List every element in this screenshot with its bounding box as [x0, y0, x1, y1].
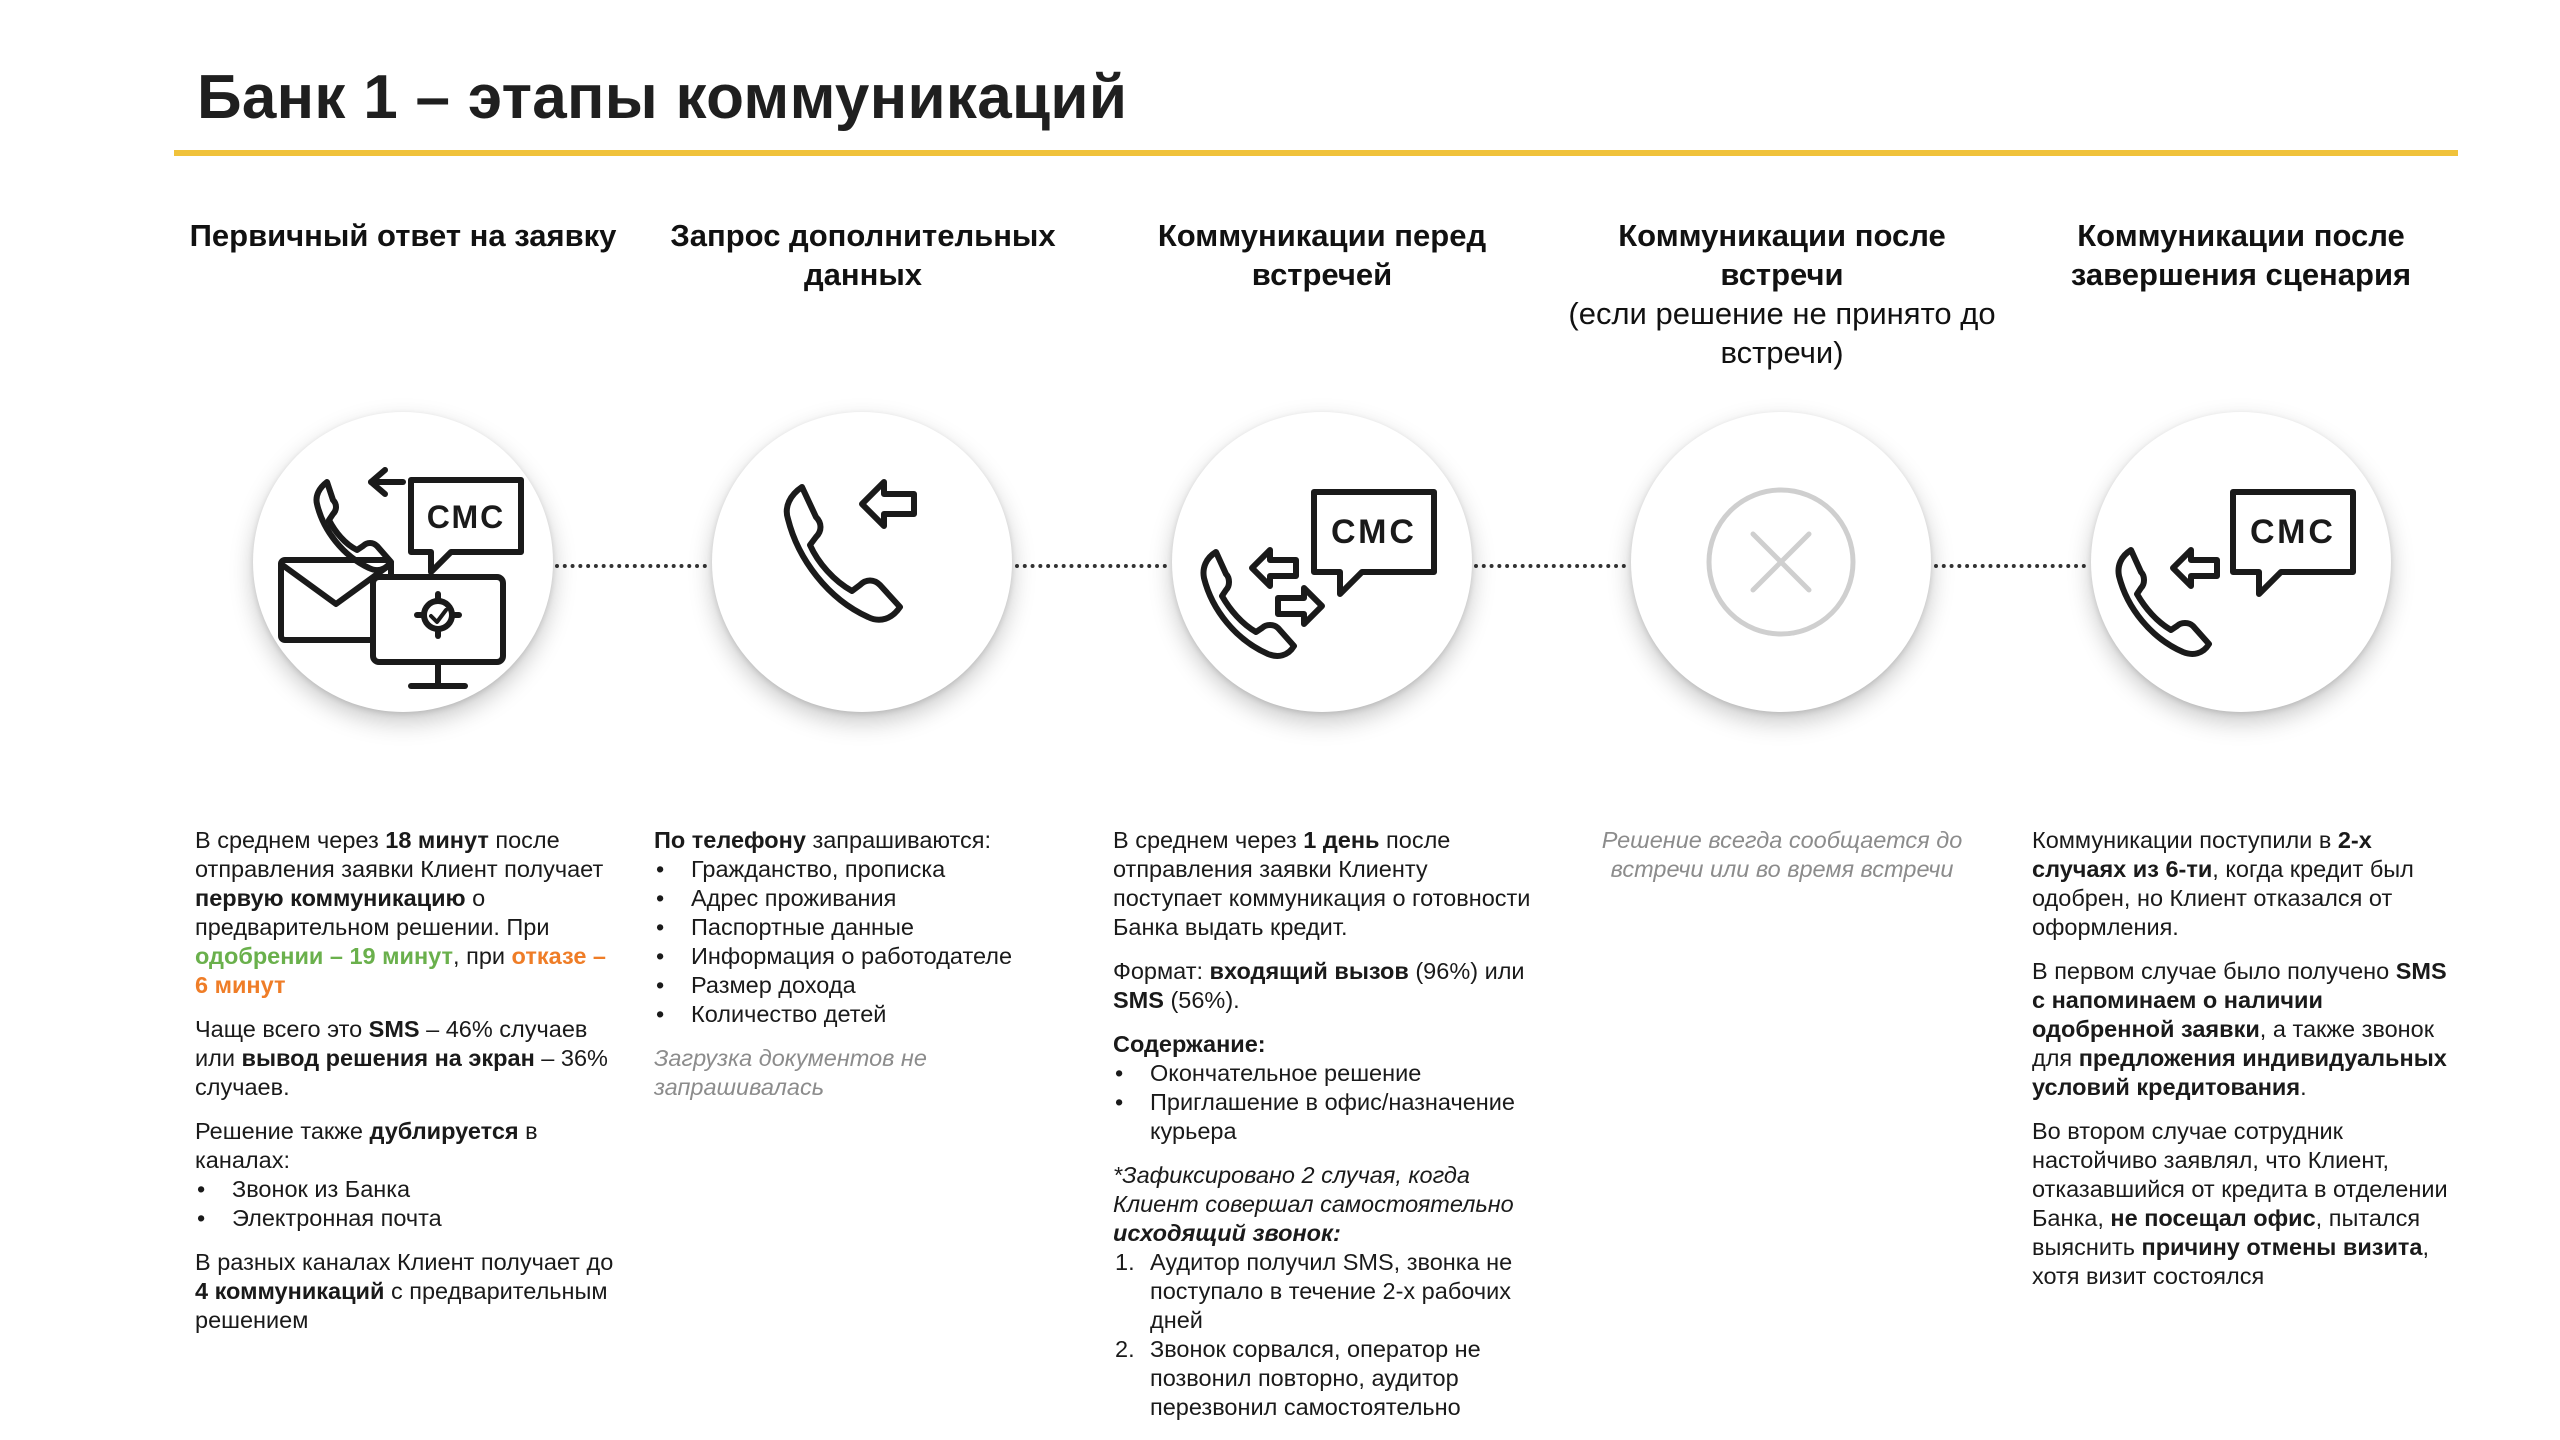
page-title: Банк 1 – этапы коммуникаций	[197, 63, 1128, 132]
connector-4-5	[1934, 564, 2086, 568]
col3-content-label: Содержание:	[1113, 1031, 1266, 1057]
stage-icon-circle-5	[2091, 412, 2391, 712]
list-item: • Звонок из Банка	[195, 1175, 615, 1204]
stage-icon-circle-4	[1631, 412, 1931, 712]
sms-bubble-icon	[411, 480, 521, 572]
col3-content-list	[1113, 1059, 1533, 1146]
sms-bubble-icon	[1314, 492, 1434, 594]
stage-heading-5: Коммуникации после завершения сценария	[2070, 218, 2412, 292]
stage-3-description	[1113, 826, 1533, 1437]
col3-note: *Зафиксировано 2 случая, когда Клиент совершал самостоятельно исходящий звонок:	[1113, 1162, 1514, 1246]
stage-4-description	[1572, 826, 1992, 899]
col1-paragraph-3: Решение также дублируется в каналах:	[195, 1118, 538, 1173]
list-item: • Окончательное решение	[1113, 1059, 1533, 1088]
stage-5-description	[2032, 826, 2452, 1306]
stage-icon-circle-3	[1172, 412, 1472, 712]
stage-heading-3: Коммуникации перед встречей	[1157, 218, 1487, 292]
x-circle-icon	[1709, 490, 1853, 634]
connector-1-2	[555, 564, 707, 568]
stage-2-description	[654, 826, 1074, 1117]
list-item: 2. Звонок сорвался, оператор не позвонил повторно, аудитор перезвонил самостоятельно	[1115, 1336, 1481, 1420]
sms-label: СМС	[2250, 513, 2336, 551]
col5-paragraph-1: Коммуникации поступили в 2-х случаях из 6-ти, когда кредит был одобрен, но Клиент отказался от оформления.	[2032, 827, 2414, 940]
col1-paragraph-2: Чаще всего это SMS – 46% случаев или вывод решения на экран – 36% случаев.	[195, 1016, 608, 1100]
sms-label: СМС	[426, 499, 506, 535]
col3-paragraph-1: В среднем через 1 день после отправления заявки Клиенту поступает коммуникация о готовности Банка выдать кредит.	[1113, 827, 1531, 940]
col4-note: Решение всегда сообщается до встречи или во время встречи	[1601, 827, 1963, 882]
col3-paragraph-2: Формат: входящий вызов (96%) или SMS (56%).	[1113, 958, 1525, 1013]
stage-subheading-4: (если решение не принято до встречи)	[1568, 296, 1996, 370]
list-item: 1. Аудитор получил SMS, звонка не поступало в течение 2-х рабочих дней	[1115, 1249, 1513, 1333]
phone-incoming-icon	[2119, 550, 2218, 654]
stage-1-description	[195, 826, 615, 1350]
stage-heading-4: Коммуникации после встречи (если решение не принято до встречи)	[1562, 216, 2002, 372]
phone-incoming-icon	[316, 470, 403, 570]
stage-icon-circle-1	[253, 412, 553, 712]
stage-heading-1: Первичный ответ на заявку	[189, 218, 617, 253]
sms-label: СМС	[1331, 513, 1417, 551]
connector-2-3	[1015, 564, 1167, 568]
stage-icon-circle-2	[712, 412, 1012, 712]
sms-bubble-icon	[2233, 492, 2353, 594]
list-item: • Гражданство, прописка	[654, 855, 1074, 884]
col1-paragraph-1: В среднем через 18 минут после отправления заявки Клиент получает первую коммуникацию о предварительном решении. При одобрении – 19 минут, при отказе – 6 минут	[195, 827, 606, 998]
col3-cases-list	[1113, 1248, 1533, 1422]
col5-paragraph-3: Во втором случае сотрудник настойчиво заявлял, что Клиент, отказавшийся от кредита в отделении Банка, не посещал офис, пытался выяснить причину отмены визита, хотя визит состоялся	[2032, 1118, 2448, 1289]
stage-heading-2: Запрос дополнительных данных	[670, 218, 1056, 292]
list-item: • Количество детей	[654, 1000, 1074, 1029]
title-underline	[174, 150, 2458, 156]
list-item: • Паспортные данные	[654, 913, 1074, 942]
phone-two-way-icon	[1204, 550, 1323, 656]
list-item: • Приглашение в офис/назначение курьера	[1113, 1088, 1533, 1146]
list-item: • Электронная почта	[195, 1204, 615, 1233]
phone-incoming-icon	[787, 482, 914, 620]
col1-channel-list	[195, 1175, 615, 1233]
list-item: • Адрес проживания	[654, 884, 1074, 913]
list-item: • Информация о работодателе	[654, 942, 1074, 971]
col2-note: Загрузка документов не запрашивалась	[654, 1045, 927, 1100]
col5-paragraph-2: В первом случае было получено SMS с напоминаем о наличии одобренной заявки, а также звонок для предложения индивидуальных условий кредитования.	[2032, 958, 2447, 1100]
monitor-gear-icon	[373, 577, 503, 686]
list-item: • Размер дохода	[654, 971, 1074, 1000]
col2-paragraph-1: По телефону запрашиваются:	[654, 827, 992, 853]
col1-paragraph-4: В разных каналах Клиент получает до 4 коммуникаций с предварительным решением	[195, 1249, 614, 1333]
connector-3-4	[1474, 564, 1626, 568]
col2-data-list	[654, 855, 1074, 1029]
